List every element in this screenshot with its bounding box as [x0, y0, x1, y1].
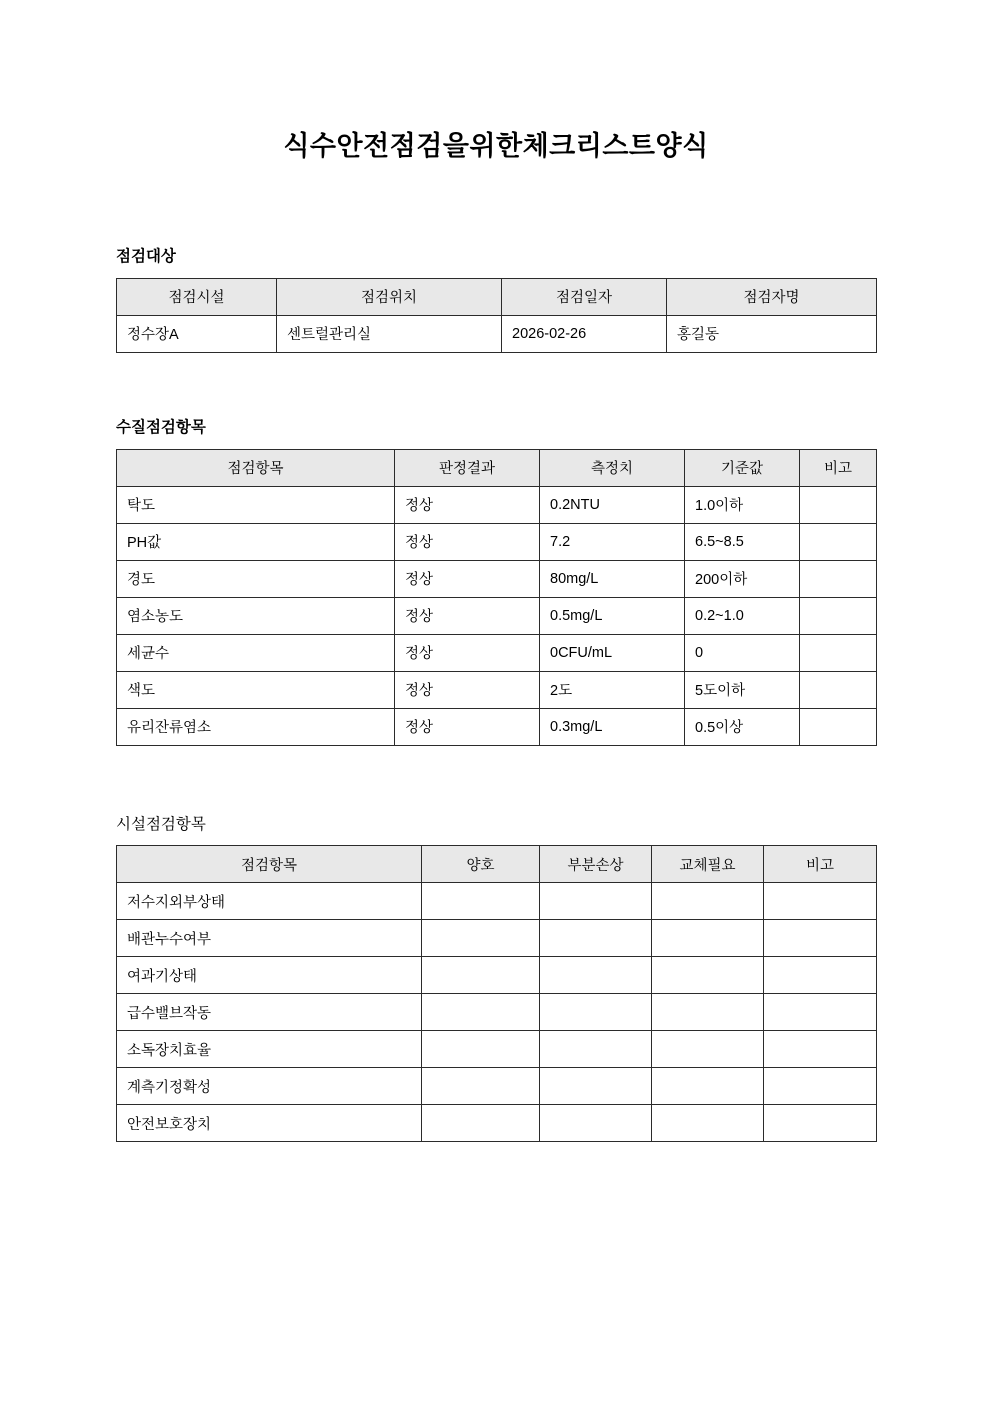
cell-note: [800, 486, 877, 523]
column-header-standard: 기준값: [685, 449, 800, 486]
column-header-note: 비고: [800, 449, 877, 486]
cell-measured: 0.5mg/L: [540, 597, 685, 634]
cell-location: 센트럴관리실: [277, 315, 502, 352]
cell-partial-damage[interactable]: [540, 883, 652, 920]
cell-item: 여과기상태: [117, 957, 422, 994]
cell-good[interactable]: [422, 1105, 540, 1142]
cell-result: 정상: [395, 486, 540, 523]
cell-measured: 80mg/L: [540, 560, 685, 597]
cell-replacement-needed[interactable]: [652, 1031, 764, 1068]
table-row: [117, 1031, 877, 1068]
table-row: [117, 486, 877, 523]
cell-standard: 0.5이상: [685, 708, 800, 745]
column-header-inspector: 점검자명: [667, 278, 877, 315]
cell-standard: 0.2~1.0: [685, 597, 800, 634]
cell-partial-damage[interactable]: [540, 920, 652, 957]
cell-standard: 0: [685, 634, 800, 671]
cell-partial-damage[interactable]: [540, 957, 652, 994]
cell-item: 색도: [117, 671, 395, 708]
cell-replacement-needed[interactable]: [652, 883, 764, 920]
table-row: [117, 1068, 877, 1105]
cell-result: 정상: [395, 523, 540, 560]
cell-item: 계측기정확성: [117, 1068, 422, 1105]
column-header-location: 점검위치: [277, 278, 502, 315]
table-row: [117, 671, 877, 708]
cell-measured: 2도: [540, 671, 685, 708]
section-heading-facility: 시설점검항목: [116, 815, 206, 833]
cell-note: [800, 523, 877, 560]
table-row: [117, 994, 877, 1031]
table-row: [117, 523, 877, 560]
section-heading-inspection-target: 점검대상: [116, 248, 176, 266]
table-row: [117, 634, 877, 671]
page-title: 식수안전점검을위한체크리스트양식: [283, 131, 709, 161]
cell-standard: 200이하: [685, 560, 800, 597]
table-header-row: [117, 846, 877, 883]
table-row: [117, 708, 877, 745]
facility-inspection-table: [116, 845, 877, 1142]
cell-replacement-needed[interactable]: [652, 920, 764, 957]
cell-note[interactable]: [764, 883, 877, 920]
cell-result: 정상: [395, 708, 540, 745]
cell-good[interactable]: [422, 1031, 540, 1068]
cell-item: 배관누수여부: [117, 920, 422, 957]
cell-note: [800, 708, 877, 745]
cell-standard: 6.5~8.5: [685, 523, 800, 560]
cell-note[interactable]: [764, 1031, 877, 1068]
cell-item: PH값: [117, 523, 395, 560]
table-row: [117, 920, 877, 957]
column-header-good: 양호: [422, 846, 540, 883]
cell-partial-damage[interactable]: [540, 1031, 652, 1068]
cell-partial-damage[interactable]: [540, 994, 652, 1031]
column-header-measured: 측정치: [540, 449, 685, 486]
column-header-item: 점검항목: [117, 449, 395, 486]
cell-item: 탁도: [117, 486, 395, 523]
column-header-facility: 점검시설: [117, 278, 277, 315]
cell-good[interactable]: [422, 920, 540, 957]
cell-result: 정상: [395, 597, 540, 634]
water-quality-table: [116, 449, 877, 746]
cell-note: [800, 671, 877, 708]
cell-note[interactable]: [764, 920, 877, 957]
cell-facility: 정수장A: [117, 315, 277, 352]
cell-good[interactable]: [422, 994, 540, 1031]
cell-partial-damage[interactable]: [540, 1068, 652, 1105]
cell-item: 저수지외부상태: [117, 883, 422, 920]
cell-replacement-needed[interactable]: [652, 957, 764, 994]
section-heading-water-quality: 수질점검항목: [116, 418, 206, 436]
cell-date: 2026-02-26: [502, 315, 667, 352]
table-row: [117, 957, 877, 994]
table-row: [117, 883, 877, 920]
column-header-note: 비고: [764, 846, 877, 883]
column-header-replacement-needed: 교체필요: [652, 846, 764, 883]
table-header-row: [117, 449, 877, 486]
cell-replacement-needed[interactable]: [652, 1105, 764, 1142]
column-header-result: 판정결과: [395, 449, 540, 486]
cell-item: 급수밸브작동: [117, 994, 422, 1031]
column-header-partial-damage: 부분손상: [540, 846, 652, 883]
cell-note[interactable]: [764, 994, 877, 1031]
cell-item: 염소농도: [117, 597, 395, 634]
cell-note: [800, 634, 877, 671]
cell-standard: 1.0이하: [685, 486, 800, 523]
cell-note: [800, 597, 877, 634]
cell-inspector: 홍길동: [667, 315, 877, 352]
cell-measured: 0.3mg/L: [540, 708, 685, 745]
cell-note[interactable]: [764, 957, 877, 994]
cell-measured: 7.2: [540, 523, 685, 560]
column-header-item: 점검항목: [117, 846, 422, 883]
cell-replacement-needed[interactable]: [652, 994, 764, 1031]
column-header-date: 점검일자: [502, 278, 667, 315]
cell-good[interactable]: [422, 883, 540, 920]
table-row: [117, 560, 877, 597]
inspection-target-table: [116, 278, 877, 353]
table-row: [117, 1105, 877, 1142]
cell-partial-damage[interactable]: [540, 1105, 652, 1142]
cell-item: 유리잔류염소: [117, 708, 395, 745]
cell-result: 정상: [395, 671, 540, 708]
table-row: [117, 597, 877, 634]
cell-measured: 0CFU/mL: [540, 634, 685, 671]
cell-replacement-needed[interactable]: [652, 1068, 764, 1105]
cell-item: 안전보호장치: [117, 1105, 422, 1142]
cell-item: 경도: [117, 560, 395, 597]
table-header-row: [117, 278, 877, 315]
cell-item: 세균수: [117, 634, 395, 671]
cell-result: 정상: [395, 634, 540, 671]
cell-item: 소독장치효율: [117, 1031, 422, 1068]
cell-note[interactable]: [764, 1105, 877, 1142]
cell-note: [800, 560, 877, 597]
cell-result: 정상: [395, 560, 540, 597]
cell-standard: 5도이하: [685, 671, 800, 708]
table-row: [117, 315, 877, 352]
cell-note[interactable]: [764, 1068, 877, 1105]
cell-good[interactable]: [422, 957, 540, 994]
cell-good[interactable]: [422, 1068, 540, 1105]
cell-measured: 0.2NTU: [540, 486, 685, 523]
